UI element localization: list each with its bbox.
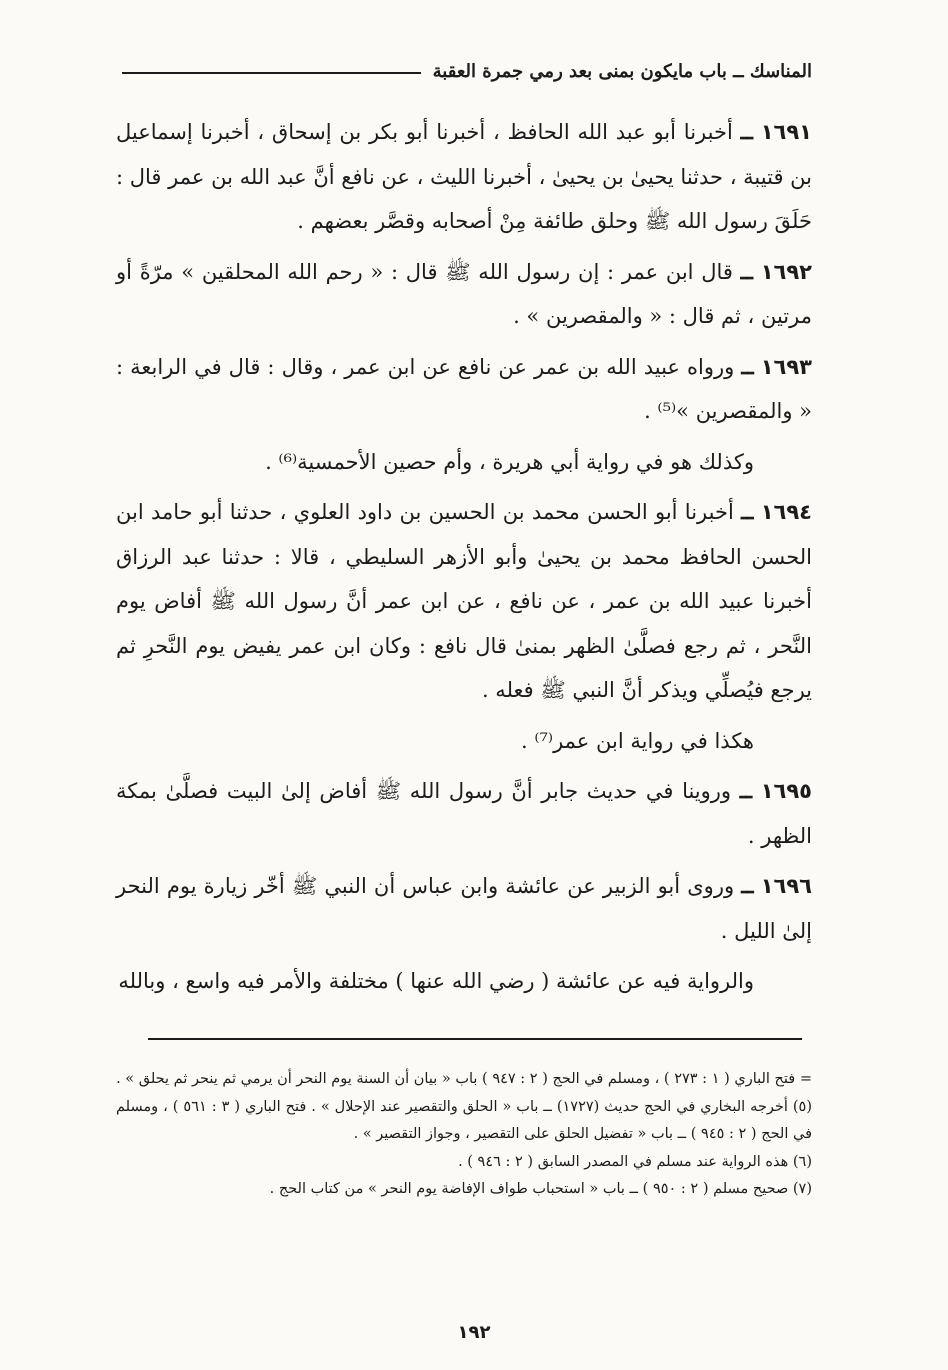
commentary-paragraph (116, 959, 812, 1004)
hadith-dash: ــ (741, 873, 754, 898)
hadith-number: ١٦٩٢ (760, 259, 812, 284)
hadith-text: ورواه عبيد الله بن عمر عن نافع عن ابن عمر ، وقال : قال في الرابعة : « والمقصرين »⁽⁵⁾ . (116, 354, 812, 423)
hadith-dash: ــ (740, 258, 753, 284)
hadith-text: وروى أبو الزبير عن عائشة وابن عباس أن النبي ﷺ أخّر زيارة يوم النحر إلىٰ الليل . (116, 874, 812, 943)
footnote: = فتح الباري ( ١ : ٢٧٣ ) ، ومسلم في الحج ( ٢ : ٩٤٧ ) باب « بيان أن السنة يوم النحر أن يرمي ثم ينحر ثم يحلق » . (116, 1071, 812, 1087)
hadith-paragraph (116, 250, 812, 339)
commentary-paragraph (116, 719, 812, 764)
running-header-title: المناسك ــ باب مايكون بمنى بعد رمي جمرة العقبة (432, 60, 812, 82)
page-number: ١٩٢ (457, 1322, 491, 1343)
commentary-text: هكذا في رواية ابن عمر⁽⁷⁾ . (520, 728, 754, 753)
hadith-number: ١٦٩٣ (760, 354, 812, 379)
hadith-dash: ــ (739, 778, 753, 803)
running-header (122, 56, 812, 86)
footnote: (٦) هذه الرواية عند مسلم في المصدر السابق ( ٢ : ٩٤٦ ) . (458, 1153, 812, 1170)
hadith-paragraph (116, 490, 812, 713)
hadith-number: ١٦٩٥ (760, 779, 812, 803)
hadith-number: ١٦٩١ (760, 120, 812, 144)
hadith-paragraph (116, 345, 812, 434)
footnote: (٧) صحيح مسلم ( ٢ : ٩٥٠ ) ــ باب « استحباب طواف الإفاضة يوم النحر » من كتاب الحج . (269, 1181, 812, 1197)
hadith-text: قال ابن عمر : إن رسول الله ﷺ قال : « رحم الله المحلقين » مرّةً أو مرتين ، ثم قال : « والمقصرين » . (116, 259, 812, 328)
main-text (116, 110, 812, 1010)
hadith-text: وروينا في حديث جابر أنَّ رسول الله ﷺ أفاض إلىٰ البيت فصلَّىٰ بمكة الظهر . (116, 779, 812, 848)
commentary-text: وكذلك هو في رواية أبي هريرة ، وأم حصين الأحمسية⁽⁶⁾ . (265, 449, 754, 474)
commentary-text: والرواية فيه عن عائشة ( رضي الله عنها ) مختلفة والأمر فيه واسع ، وبالله (118, 969, 754, 993)
hadith-number: ١٦٩٤ (760, 500, 812, 524)
hadith-dash: ــ (741, 353, 754, 379)
hadith-text: أخبرنا أبو عبد الله الحافظ ، أخبرنا أبو بكر بن إسحاق ، أخبرنا إسماعيل بن قتيبة ، حدثنا يحيىٰ بن يحيىٰ ، أخبرنا الليث ، عن نافع أنَّ عبد الله بن عمر قال : حَلَقَ رسول الله ﷺ وحلق طائفة مِنْ أصحابه وقصَّر بعضهم . (116, 120, 812, 233)
footnotes (116, 1066, 812, 1204)
hadith-dash: ــ (740, 119, 753, 144)
hadith-paragraph (116, 864, 812, 953)
hadith-paragraph (116, 769, 812, 858)
header-rule (122, 72, 421, 74)
hadith-dash: ــ (741, 499, 754, 524)
footnote-separator (148, 1038, 802, 1040)
footnote: (٥) أخرجه البخاري في الحج حديث (١٧٢٧) ــ باب « الحلق والتقصير عند الإحلال » . فتح الباري ( ٣ : ٥٦١ ) ، ومسلم في الحج ( ٢ : ٩٤٥ ) ــ باب « تفضيل الحلق على التقصير ، وجواز التقصير » . (116, 1098, 813, 1142)
commentary-paragraph (116, 440, 812, 485)
hadith-number: ١٦٩٦ (760, 874, 812, 898)
hadith-paragraph (116, 110, 812, 244)
hadith-text: أخبرنا أبو الحسن محمد بن الحسين بن داود العلوي ، حدثنا أبو حامد ابن الحسن الحافظ محمد بن يحيىٰ وأبو الأزهر السليطي ، قالا : حدثنا عبد الرزاق أخبرنا عبيد الله بن عمر ، عن نافع ، عن ابن عمر أنَّ رسول الله ﷺ أفاض يوم النَّحر ، ثم رجع فصلَّىٰ الظهر بمنىٰ قال نافع : وكان ابن عمر يفيض يوم النَّحرِ ثم يرجع فيُصلِّي ويذكر أنَّ النبي ﷺ فعله . (116, 500, 812, 702)
